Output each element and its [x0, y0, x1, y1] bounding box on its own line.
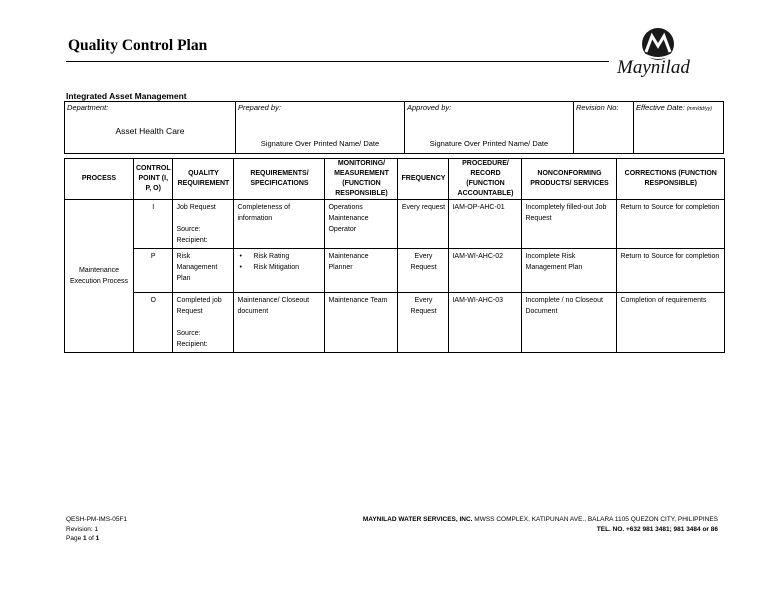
quality-requirement-text: Completed job Request	[176, 297, 222, 315]
effective-date-label: Effective Date:	[636, 103, 685, 112]
column-header-specifications: REQUIREMENTS/ SPECIFICATIONS	[234, 159, 325, 200]
logo-wordmark: Maynilad	[617, 57, 690, 78]
procedure-cell: IAM-WI-AHC-03	[449, 293, 522, 353]
correction-cell: Return to Source for completion	[617, 249, 725, 293]
document-title: Quality Control Plan	[68, 37, 208, 54]
table-row	[65, 249, 725, 293]
prepared-by-cell	[236, 102, 405, 154]
revision-cell	[574, 102, 634, 154]
column-header-corrections: CORRECTIONS (FUNCTION RESPONSIBLE)	[617, 159, 725, 200]
footer-revision: Revision: 1	[66, 525, 99, 533]
revision-label: Revision No:	[576, 103, 619, 112]
specification-list	[237, 251, 321, 273]
footer-document-info	[66, 515, 127, 544]
control-point-cell: I	[134, 200, 173, 249]
column-header-process: PROCESS	[65, 159, 134, 200]
specification-cell: Completeness of information	[234, 200, 325, 249]
recipient-label: Recipient:	[176, 341, 208, 348]
department-value: Asset Health Care	[115, 126, 185, 136]
document-header-table	[64, 101, 724, 154]
correction-cell: Return to Source for completion	[617, 200, 725, 249]
column-header-procedure: PROCEDURE/ RECORD (FUNCTION ACCOUNTABLE)	[449, 159, 522, 200]
quality-control-table	[64, 158, 725, 353]
frequency-cell: Every request	[398, 200, 449, 249]
approved-by-cell	[405, 102, 574, 154]
monitoring-cell: Maintenance Team	[325, 293, 398, 353]
procedure-cell: IAM-OP-AHC-01	[449, 200, 522, 249]
footer-company-address	[363, 515, 718, 525]
frequency-cell: Every Request	[398, 249, 449, 293]
table-header-row	[65, 159, 725, 200]
organization-name: Integrated Asset Management	[66, 91, 187, 101]
footer-telephone: TEL. NO. +632 981 3481; 981 3484 or 86	[596, 525, 718, 533]
nonconforming-cell: Incomplete Risk Management Plan	[522, 249, 617, 293]
effective-date-format: (mm/dd/yy)	[686, 106, 712, 112]
recipient-label: Recipient:	[176, 237, 208, 244]
source-label: Source:	[176, 226, 201, 233]
column-header-monitoring: MONITORING/ MEASUREMENT (FUNCTION RESPONSIBLE)	[325, 159, 398, 200]
quality-requirement-cell: Risk Management Plan	[173, 249, 234, 293]
specification-cell: Maintenance/ Closeout document	[234, 293, 325, 353]
frequency-cell: Every Request	[398, 293, 449, 353]
department-cell	[65, 102, 236, 154]
footer-page-number: Page 1 of 1	[66, 535, 100, 542]
prepared-by-label: Prepared by:	[238, 103, 281, 112]
column-header-frequency: FREQUENCY	[398, 159, 449, 200]
nonconforming-cell: Incompletely filled-out Job Request	[522, 200, 617, 249]
table-row	[65, 293, 725, 353]
quality-requirement-cell	[173, 293, 234, 353]
approved-signature-line: Signature Over Printed Name/ Date	[429, 139, 549, 148]
table-row	[65, 200, 725, 249]
list-item: • Risk Rating	[253, 251, 321, 262]
column-header-control-point: CONTROL POINT (I, P, O)	[134, 159, 173, 200]
approved-by-label: Approved by:	[407, 103, 452, 112]
footer-address: MWSS COMPLEX, KATIPUNAN AVE., BALARA 1105 QUEZON CITY, PHILIPPINES	[472, 516, 718, 523]
column-header-quality-requirement: QUALITY REQUIREMENT	[173, 159, 234, 200]
footer-company-info	[363, 515, 718, 534]
title-divider	[66, 61, 609, 62]
process-cell: Maintenance Execution Process	[65, 200, 134, 353]
control-point-cell: P	[134, 249, 173, 293]
footer-company-name: MAYNILAD WATER SERVICES, INC.	[362, 516, 473, 523]
quality-requirement-cell	[173, 200, 234, 249]
nonconforming-cell: Incomplete / no Closeout Document	[522, 293, 617, 353]
department-label: Department:	[67, 103, 109, 112]
monitoring-cell: Maintenance Planner	[325, 249, 398, 293]
source-label: Source:	[176, 330, 201, 337]
correction-cell: Completion of requirements	[617, 293, 725, 353]
procedure-cell: IAM-WI-AHC-02	[449, 249, 522, 293]
quality-requirement-text: Job Request	[176, 204, 216, 211]
effective-date-cell	[634, 102, 724, 154]
monitoring-cell: Operations Maintenance Operator	[325, 200, 398, 249]
footer-doc-code: QESH-PM-IMS-05F1	[66, 516, 128, 523]
prepared-signature-line: Signature Over Printed Name/ Date	[260, 139, 380, 148]
list-item: • Risk Mitigation	[253, 262, 321, 273]
specification-cell	[234, 249, 325, 293]
column-header-nonconforming: NONCONFORMING PRODUCTS/ SERVICES	[522, 159, 617, 200]
control-point-cell: O	[134, 293, 173, 353]
